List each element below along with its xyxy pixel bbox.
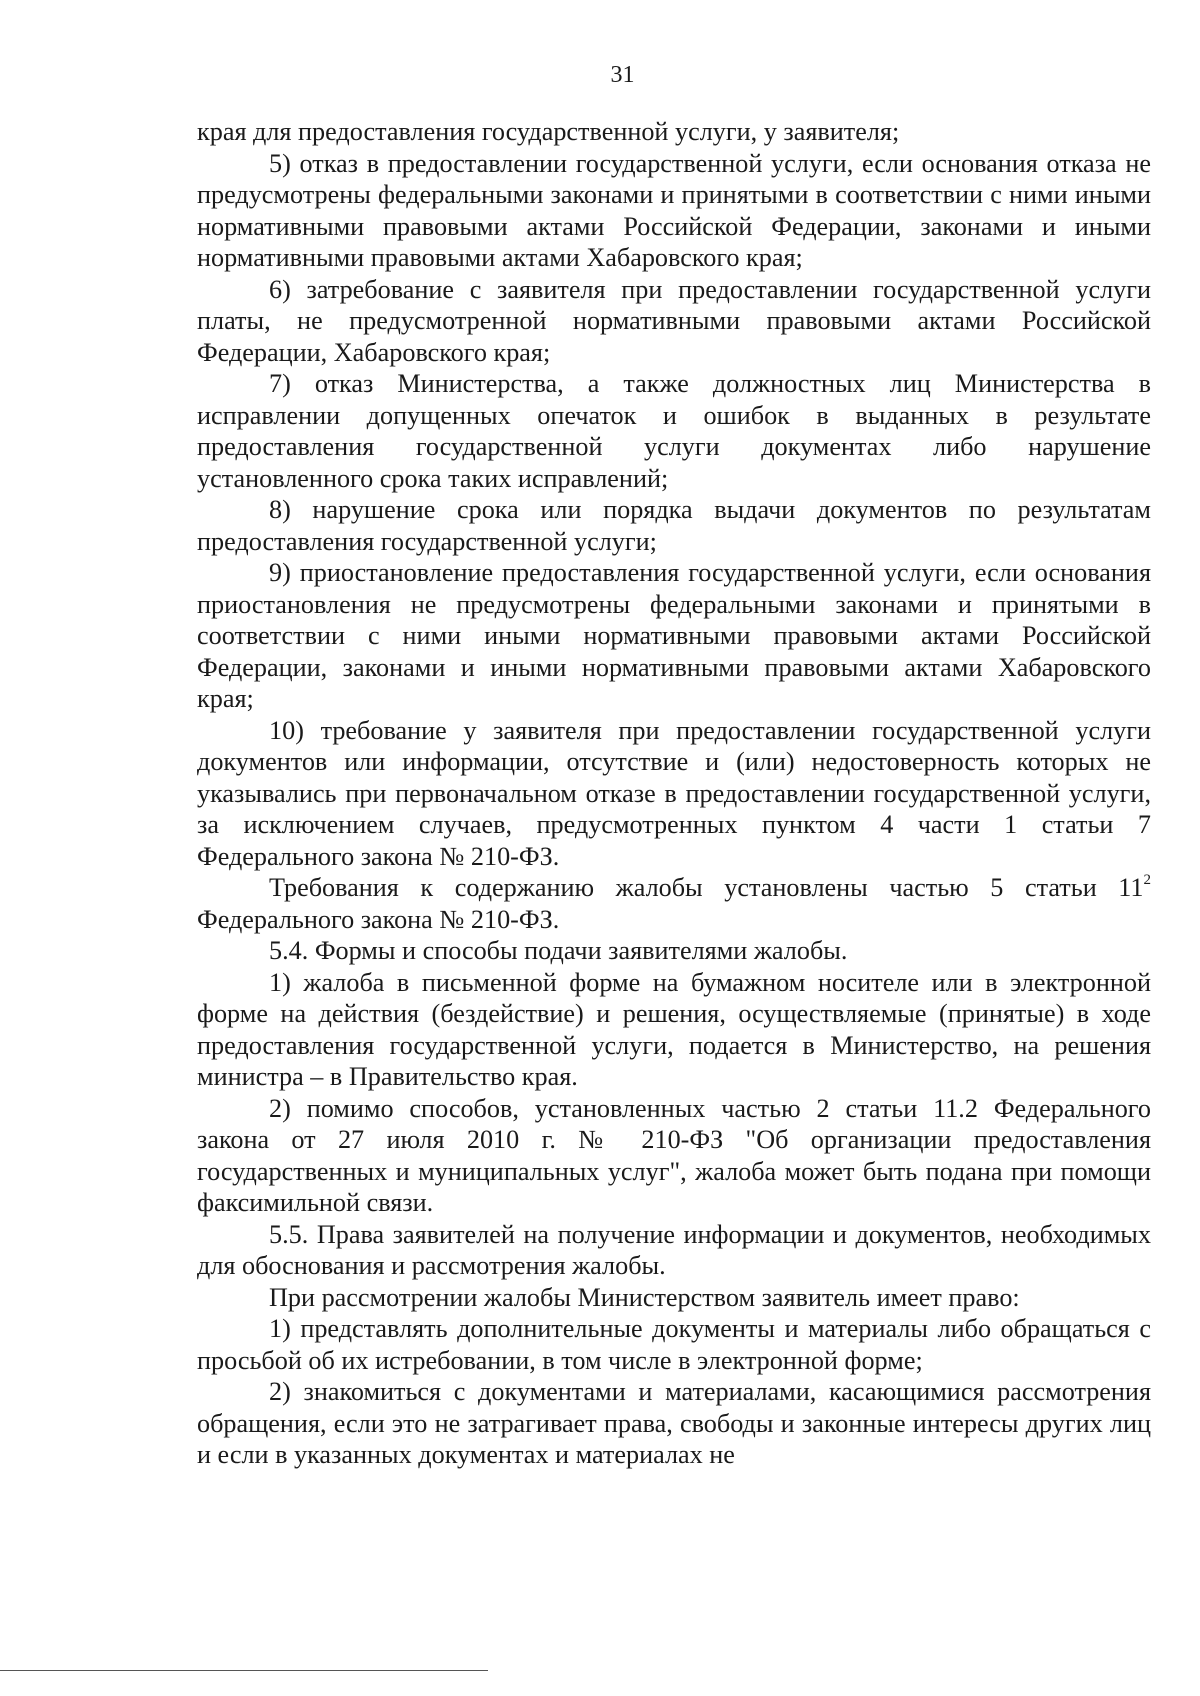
section-heading-5-4: 5.4. Формы и способы подачи заявителями жалобы. [269,936,848,965]
paragraph-5-4-item-1: 1) жалоба в письменной форме на бумажном носителе или в электронной форме на действия (бездействие) и решения, осуществляемые (принятые) в ходе предоставления государственной услуги, подается в Министерство, на решения министра – в Правительство края. [197,967,1151,1091]
section-heading-5-5: 5.5. Права заявителей на получение информации и документов, необходимых для обоснования и рассмотрения жалобы. [197,1219,1151,1280]
paragraph-rights-item-1: 1) представлять дополнительные документы и материалы либо обращаться с просьбой об их истребовании, в том числе в электронной форме; [197,1314,1151,1375]
paragraph-item-8: 8) нарушение срока или порядка выдачи документов по результатам предоставления государственной услуги; [197,495,1151,556]
paragraph-item-10: 10) требование у заявителя при предоставлении государственной услуги документов или информации, отсутствие и (или) недостоверность которых не указывались при первоначальном отказе в предоставлении государственной услуги, за исключением случаев, предусмотренных пунктом 4 части 1 статьи 7 Федерального закона № 210-ФЗ. [197,715,1151,871]
paragraph-complaint-requirements [197,872,1151,935]
page-number: 31 [610,62,635,88]
paragraph-5-4-item-2: 2) помимо способов, установленных частью 2 статьи 11.2 Федерального закона от 27 июля 2010 г. № 210-ФЗ "Об организации предоставления государственных и муниципальных услуг", жалоба может быть подана при помощи факсимильной связи. [197,1093,1151,1217]
paragraph-rights-item-2: 2) знакомиться с документами и материалами, касающимися рассмотрения обращения, если это не затрагивает права, свободы и законные интересы других лиц и если в указанных документах и материалах не [197,1377,1151,1469]
document-body [197,116,1151,1471]
paragraph-complaint-requirements-tail: Федерального закона № 210-ФЗ. [197,904,560,934]
paragraph-item-5: 5) отказ в предоставлении государственной услуги, если основания отказа не предусмотрены федеральными законами и принятыми в соответствии с ними иными нормативными правовыми актами Российской Федерации, законами и иными нормативными правовыми актами Хабаровского края; [197,148,1151,272]
footer-divider [0,1670,488,1671]
paragraph-continuation: края для предоставления государственной услуги, у заявителя; [197,117,900,146]
paragraph-item-7: 7) отказ Министерства, а также должностных лиц Министерства в исправлении допущенных опечаток и ошибок в выданных в результате предоставления государственной услуги документах либо нарушение установленного срока таких исправлений; [197,369,1151,493]
superscript: 2 [1143,872,1151,889]
paragraph-item-9: 9) приостановление предоставления государственной услуги, если основания приостановления не предусмотрены федеральными законами и принятыми в соответствии с ними иными нормативными правовыми актами Российской Федерации, законами и иными нормативными правовыми актами Хабаровского края; [197,558,1151,713]
paragraph-complaint-requirements-text: Требования к содержанию жалобы установлены частью 5 статьи 11 [269,873,1144,902]
paragraph-item-6: 6) затребование с заявителя при предоставлении государственной услуги платы, не предусмотренной нормативными правовыми актами Российской Федерации, Хабаровского края; [197,274,1151,367]
paragraph-rights-intro: При рассмотрении жалобы Министерством заявитель имеет право: [269,1282,1020,1312]
